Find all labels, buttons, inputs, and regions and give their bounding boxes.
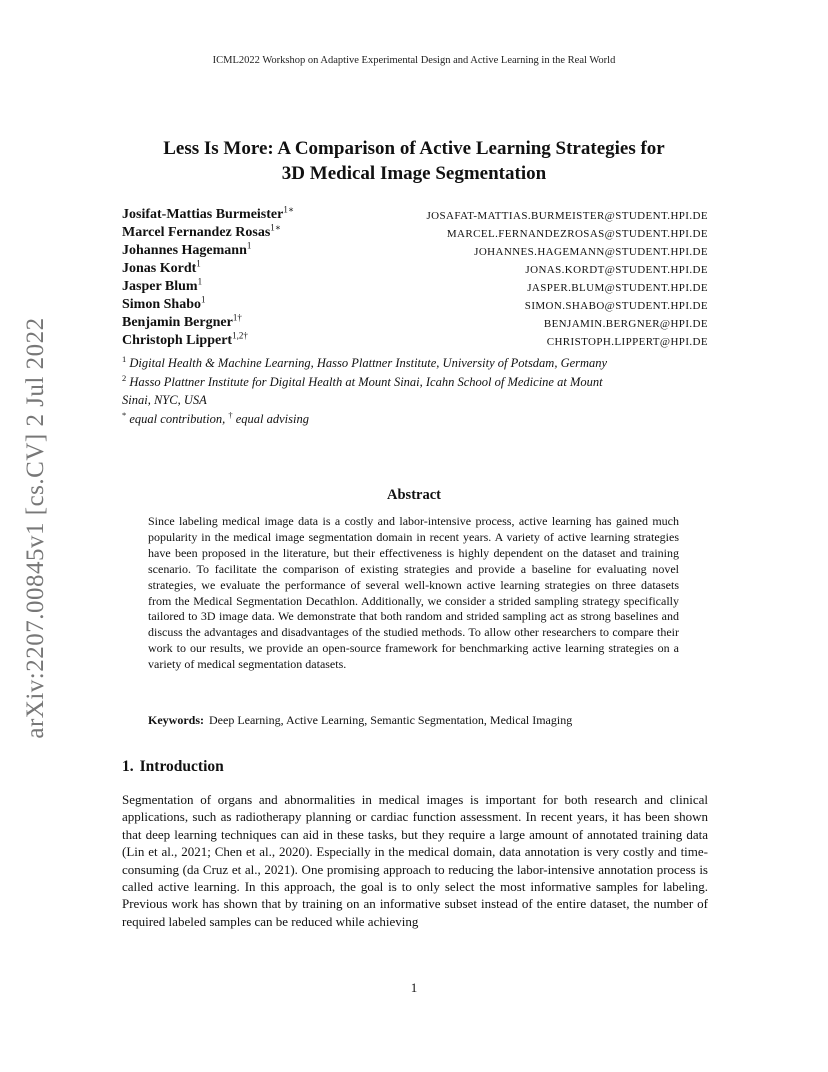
affiliation-2-cont: Sinai, NYC, USA	[122, 393, 207, 407]
author-name-text: Christoph Lippert	[122, 333, 233, 348]
author-name-text: Josifat-Mattias Burmeister	[122, 207, 284, 222]
title-line-1: Less Is More: A Comparison of Active Learning Strategies for	[163, 138, 665, 159]
author-affil-mark: 1	[246, 240, 252, 251]
author-email: SIMON.SHABO@STUDENT.HPI.DE	[524, 300, 708, 312]
author-name-text: Simon Shabo	[122, 297, 201, 312]
affiliations	[122, 354, 708, 428]
author-email: MARCEL.FERNANDEZROSAS@STUDENT.HPI.DE	[446, 228, 708, 240]
author-affil-mark: 1	[197, 276, 203, 287]
affiliation-1	[122, 354, 708, 373]
author-affil-mark: 1†	[232, 312, 242, 323]
author-email: BENJAMIN.BERGNER@HPI.DE	[543, 318, 708, 330]
author-row	[122, 314, 708, 332]
affiliation-mark: 2	[122, 372, 127, 383]
introduction-text: Segmentation of organs and abnormalities in medical images is important for both research and clinical applications, such as radiotherapy planning or cardiac function assessment. In recent years, it has been shown that deep learning techniques can aid in these tasks, but they require a large amount of annotated training data (Lin et al., 2021; Chen et al., 2020). Especially in the medical domain, data annotation is very costly and time-consuming (da Cruz et al., 2021). One promising approach to reducing the labor-intensive annotation process is called active learning. In this approach, the goal is to only select the most informative samples for labeling. Previous work has shown that by training on an informative subset instead of the entire dataset, the number of required labeled samples can be reduced while achieving	[122, 792, 708, 929]
author-row	[122, 242, 708, 260]
arxiv-stamp	[0, 0, 60, 1072]
section-heading	[122, 758, 224, 776]
note-text: equal advising	[235, 411, 309, 426]
author-affil-mark: 1	[200, 294, 206, 305]
note-mark: †	[228, 409, 233, 420]
author-name	[122, 296, 205, 314]
author-row	[122, 278, 708, 296]
author-name-text: Jonas Kordt	[122, 261, 197, 276]
affiliation-text: Digital Health & Machine Learning, Hasso Plattner Institute, University of Potsdam, Germany	[129, 356, 608, 370]
author-name	[122, 332, 248, 350]
author-name	[122, 314, 242, 332]
author-name-text: Marcel Fernandez Rosas	[122, 225, 271, 240]
author-email: JOSAFAT-MATTIAS.BURMEISTER@STUDENT.HPI.DE	[426, 210, 708, 222]
author-name-text: Johannes Hagemann	[122, 243, 247, 258]
section-number: 1.	[122, 758, 134, 775]
venue-header: ICML2022 Workshop on Adaptive Experimental Design and Active Learning in the Real World	[212, 55, 616, 66]
keywords	[148, 713, 708, 728]
author-row	[122, 224, 708, 242]
author-affil-mark: 1∗	[270, 222, 281, 233]
author-name	[122, 206, 294, 224]
note-mark: *	[122, 409, 127, 420]
title-line-2: 3D Medical Image Segmentation	[281, 163, 547, 184]
author-name	[122, 278, 202, 296]
author-affil-mark: 1,2†	[232, 330, 248, 341]
abstract-heading: Abstract	[387, 487, 441, 503]
affiliation-text: Hasso Plattner Institute for Digital Health at Mount Sinai, Icahn School of Medicine at Mount	[129, 374, 603, 389]
paper-title	[114, 136, 714, 186]
author-name	[122, 242, 251, 260]
contribution-note	[122, 410, 708, 429]
author-name-text: Benjamin Bergner	[122, 315, 233, 330]
keywords-text: Deep Learning, Active Learning, Semantic Segmentation, Medical Imaging	[209, 713, 573, 727]
arxiv-id: arXiv:2207.00845v1 [cs.CV] 2 Jul 2022	[22, 317, 49, 739]
author-affil-mark: 1∗	[283, 204, 294, 215]
author-row	[122, 296, 708, 314]
affiliation-mark: 1	[122, 353, 127, 364]
note-text: equal contribution,	[129, 411, 226, 426]
page-number: 1	[410, 980, 418, 995]
author-email: CHRISTOPH.LIPPERT@HPI.DE	[546, 336, 708, 348]
abstract-text: Since labeling medical image data is a costly and labor-intensive process, active learning has gained much popularity in the medical image segmentation domain in recent years. A variety of active learning strategies have been proposed in the literature, but their effectiveness is highly dependent on the dataset and training scenario. To facilitate the comparison of existing strategies and provide a baseline for evaluating novel strategies, we evaluate the performance of several well-known active learning strategies on three datasets from the Medical Segmentation Decathlon. Additionally, we consider a strided sampling strategy specifically tailored to 3D image data. We demonstrate that both random and strided sampling act as strong baselines and discuss the advantages and disadvantages of the studied methods. To allow other researchers to compare their work to our results, we provide an open-source framework for benchmarking active learning strategies on a variety of medical segmentation datasets.	[148, 514, 679, 672]
section-title: Introduction	[139, 758, 224, 775]
author-row	[122, 260, 708, 278]
author-row	[122, 332, 708, 350]
author-name-text: Jasper Blum	[122, 279, 198, 294]
author-email: JOHANNES.HAGEMANN@STUDENT.HPI.DE	[474, 246, 708, 258]
affiliation-2	[122, 373, 708, 392]
author-email: JASPER.BLUM@STUDENT.HPI.DE	[527, 282, 708, 294]
author-name	[122, 260, 201, 278]
author-list	[122, 206, 708, 350]
author-row	[122, 206, 708, 224]
author-affil-mark: 1	[196, 258, 201, 269]
author-email: JONAS.KORDT@STUDENT.HPI.DE	[525, 264, 708, 276]
keywords-label: Keywords:	[148, 713, 204, 727]
author-name	[122, 224, 281, 242]
